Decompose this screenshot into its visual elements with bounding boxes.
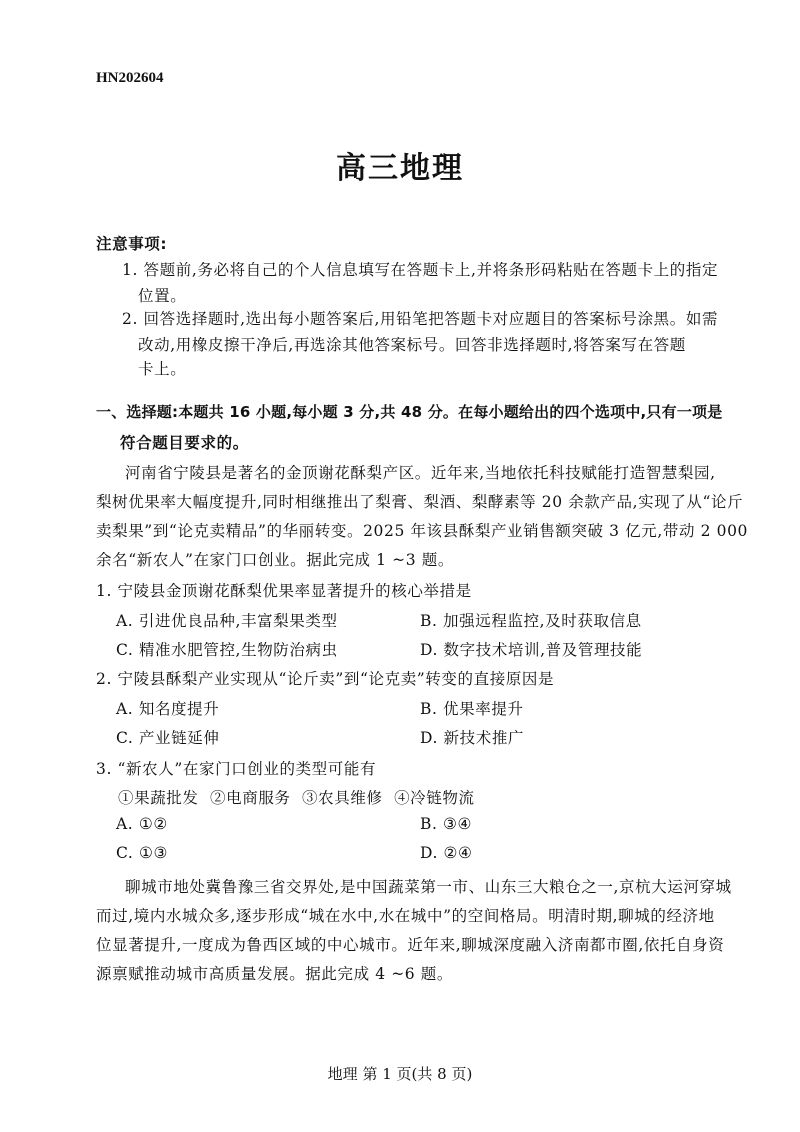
page-footer: 地理 第 1 页(共 8 页) [327,1065,473,1083]
notes-line-3: 2. 回答选择题时,选出每小题答案后,用铅笔把答题卡对应题目的答案标号涂黑。如需 [122,310,719,328]
question-2-stem: 2. 宁陵县酥梨产业实现从“论斤卖”到“论克卖”转变的直接原因是 [96,670,555,688]
question-3-items: ①果蔬批发 ②电商服务 ③农具维修 ④冷链物流 [118,789,475,807]
notes-line-1: 1. 答题前,务必将自己的个人信息填写在答题卡上,并将条形码粘贴在答题卡上的指定 [122,261,719,279]
notes-line-2: 位置。 [138,287,187,305]
question-1-option-a: A. 引进优良品种,丰富梨果类型 [116,612,338,630]
page-title: 高三地理 [336,151,464,186]
section-heading-line-2: 符合题目要求的。 [120,434,249,452]
passage2-line-2: 而过,境内水城众多,逐步形成“城在水中,水在城中”的空间格局。明清时期,聊城的经济地 [96,907,715,925]
notes-heading: 注意事项: [96,235,168,253]
question-3-option-d: D. ②④ [420,844,473,862]
passage1-line-1: 河南省宁陵县是著名的金顶谢花酥梨产区。近年来,当地依托科技赋能打造智慧梨园, [125,464,716,482]
question-2-option-b: B. 优果率提升 [420,700,524,718]
question-1-option-b: B. 加强远程监控,及时获取信息 [420,612,642,630]
passage1-line-2: 梨树优果率大幅度提升,同时相继推出了梨膏、梨酒、梨酵素等 20 余款产品,实现了从“论斤 [96,493,744,511]
question-1-stem: 1. 宁陵县金顶谢花酥梨优果率显著提升的核心举措是 [96,582,472,600]
exam-code: HN202604 [96,70,164,86]
question-3-stem: 3. “新农人”在家门口创业的类型可能有 [96,760,377,778]
question-3-option-a: A. ①② [116,815,168,833]
question-1-option-c: C. 精准水肥管控,生物防治病虫 [116,641,338,659]
passage1-line-4: 余名“新农人”在家门口创业。据此完成 1 ~3 题。 [96,551,454,569]
question-3-option-c: C. ①③ [116,844,168,862]
question-1-option-d: D. 数字技术培训,普及管理技能 [420,641,643,659]
question-2-option-d: D. 新技术推广 [420,729,525,747]
notes-line-4: 改动,用橡皮擦干净后,再选涂其他答案标号。回答非选择题时,将答案写在答题 [138,336,686,354]
notes-line-5: 卡上。 [138,360,187,378]
section-heading-line-1: 一、选择题:本题共 16 小题,每小题 3 分,共 48 分。在每小题给出的四个选项中,只有一项是 [96,403,723,421]
question-3-option-b: B. ③④ [420,815,473,833]
passage2-line-1: 聊城市地处冀鲁豫三省交界处,是中国蔬菜第一市、山东三大粮仓之一,京杭大运河穿城 [125,878,732,896]
passage2-line-4: 源禀赋推动城市高质量发展。据此完成 4 ~6 题。 [96,965,453,983]
passage1-line-3: 卖梨果”到“论克卖精品”的华丽转变。2025 年该县酥梨产业销售额突破 3 亿元,带动 2 000 [96,522,748,540]
question-2-option-a: A. 知名度提升 [116,700,220,718]
passage2-line-3: 位显著提升,一度成为鲁西区域的中心城市。近年来,聊城深度融入济南都市圈,依托自身资 [96,936,725,954]
question-2-option-c: C. 产业链延伸 [116,729,220,747]
